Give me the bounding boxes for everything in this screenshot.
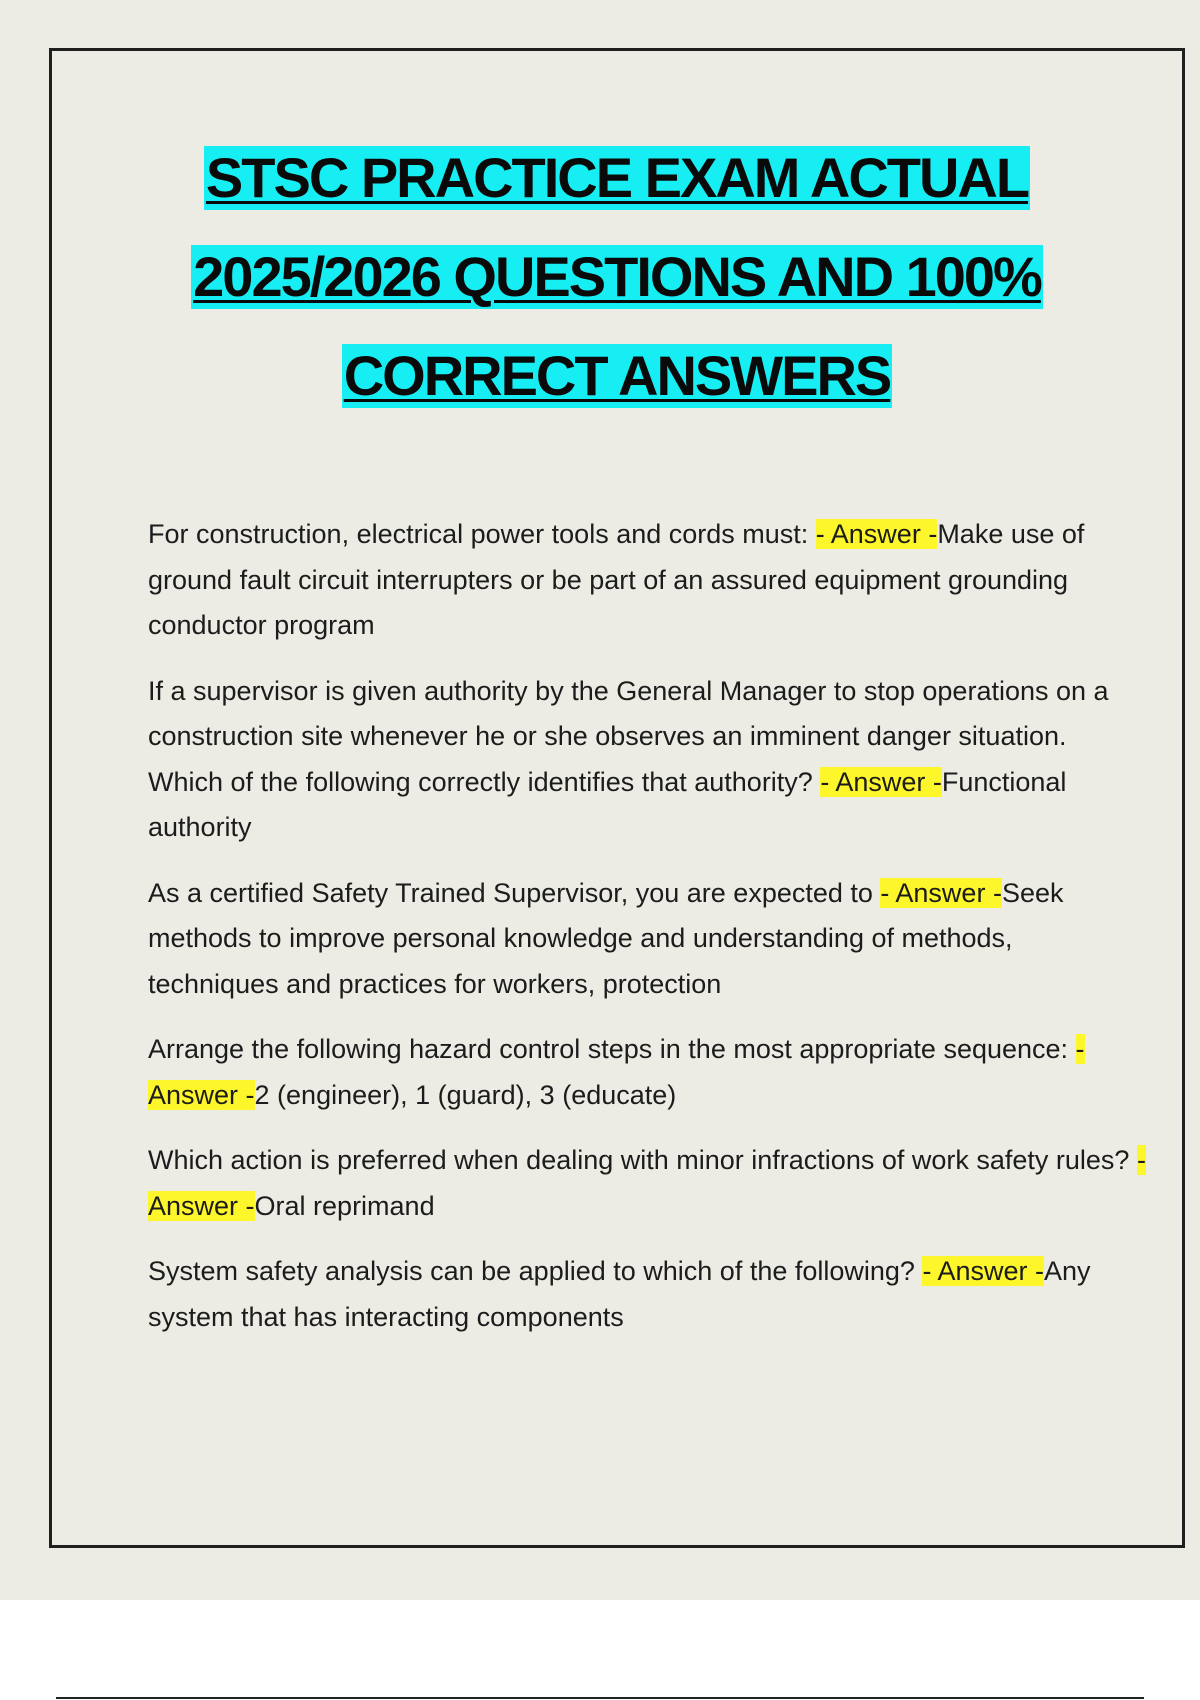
qa-list [148, 512, 1148, 1360]
question-text: Arrange the following hazard control steps in the most appropriate sequence: [148, 1034, 1076, 1064]
answer-marker: - Answer - [148, 1145, 1146, 1221]
title-line: STSC PRACTICE EXAM ACTUAL [205, 146, 1029, 209]
question-text: For construction, electrical power tools and cords must: [148, 519, 816, 549]
qa-item [148, 1138, 1148, 1229]
question-text: Which action is preferred when dealing with minor infractions of work safety rules? [148, 1145, 1137, 1175]
answer-marker: - Answer - [148, 1034, 1085, 1110]
answer-marker: - Answer - [820, 766, 942, 797]
answer-marker: - Answer - [880, 877, 1002, 908]
answer-text: Make use of ground fault circuit interrupters or be part of an assured equipment grounding conductor program [148, 519, 1085, 640]
answer-text: Any system that has interacting components [148, 1256, 1091, 1332]
answer-text: Functional authority [148, 766, 1067, 842]
qa-item [148, 871, 1148, 1008]
question-text: If a supervisor is given authority by the General Manager to stop operations on a construction site whenever he or she observes an imminent danger situation. Which of the following correctly identifies that authority? [148, 675, 1109, 797]
answer-marker: - Answer - [815, 519, 938, 549]
answer-marker: - Answer - [922, 1256, 1044, 1286]
title-line: 2025/2026 QUESTIONS AND 100% [193, 245, 1041, 308]
qa-item [148, 669, 1148, 851]
answer-text: Seek methods to improve personal knowledge and understanding of methods, techniques and practices for workers, protection [148, 877, 1064, 999]
document-title [52, 146, 1182, 443]
question-text: As a certified Safety Trained Supervisor, you are expected to [148, 877, 881, 908]
answer-text: 2 (engineer), 1 (guard), 3 (educate) [254, 1079, 677, 1110]
answer-text: Oral reprimand [254, 1190, 435, 1221]
document-frame [49, 48, 1185, 1548]
qa-item [148, 512, 1148, 649]
qa-item [148, 1249, 1148, 1340]
bottom-divider [56, 1697, 1144, 1699]
title-line: CORRECT ANSWERS [343, 344, 891, 407]
question-text: System safety analysis can be applied to which of the following? [148, 1256, 923, 1286]
qa-item [148, 1027, 1148, 1118]
